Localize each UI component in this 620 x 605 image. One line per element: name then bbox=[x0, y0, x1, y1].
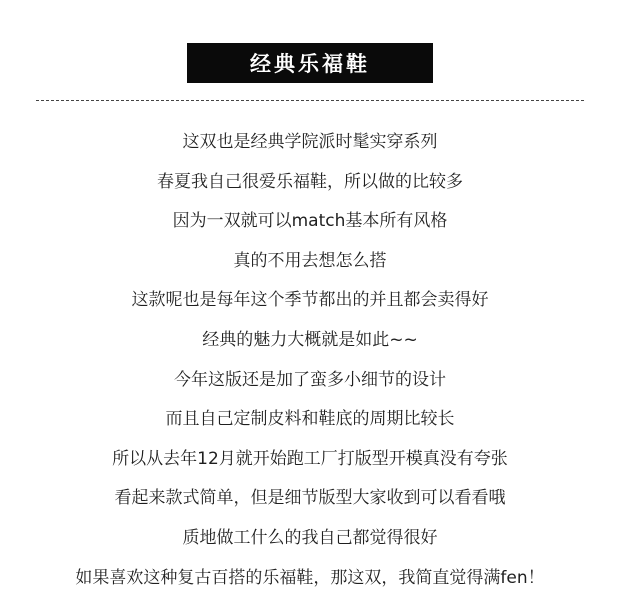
title-banner bbox=[0, 43, 620, 83]
description-text-block bbox=[0, 130, 620, 605]
text-line: 因为一双就可以match基本所有风格 bbox=[172, 211, 448, 232]
text-line: 春夏我自己很爱乐福鞋，所以做的比较多 bbox=[157, 171, 463, 192]
text-line: 经典的魅力大概就是如此~~ bbox=[202, 329, 418, 350]
text-line: 这款呢也是每年这个季节都出的并且都会卖得好 bbox=[131, 290, 489, 311]
text-line: 而且自己定制皮料和鞋底的周期比较长 bbox=[165, 409, 455, 430]
text-line: 真的不用去想怎么搭 bbox=[233, 250, 387, 271]
text-line: 如果喜欢这种复古百搭的乐福鞋，那这双，我简直觉得满fen！ bbox=[75, 567, 545, 588]
text-line: 今年这版还是加了蛮多小细节的设计 bbox=[174, 369, 446, 390]
text-line: 看起来款式简单，但是细节版型大家收到可以看看哦 bbox=[114, 488, 506, 509]
text-line: 这双也是经典学院派时髦实穿系列 bbox=[182, 132, 438, 152]
text-line: 所以从去年12月就开始跑工厂打版型开模真没有夸张 bbox=[112, 448, 508, 469]
text-line: 质地做工什么的我自己都觉得很好 bbox=[182, 527, 438, 548]
section-title: 经典乐福鞋 bbox=[187, 43, 433, 83]
dashed-divider bbox=[36, 93, 584, 107]
dashed-divider-line bbox=[36, 100, 584, 101]
